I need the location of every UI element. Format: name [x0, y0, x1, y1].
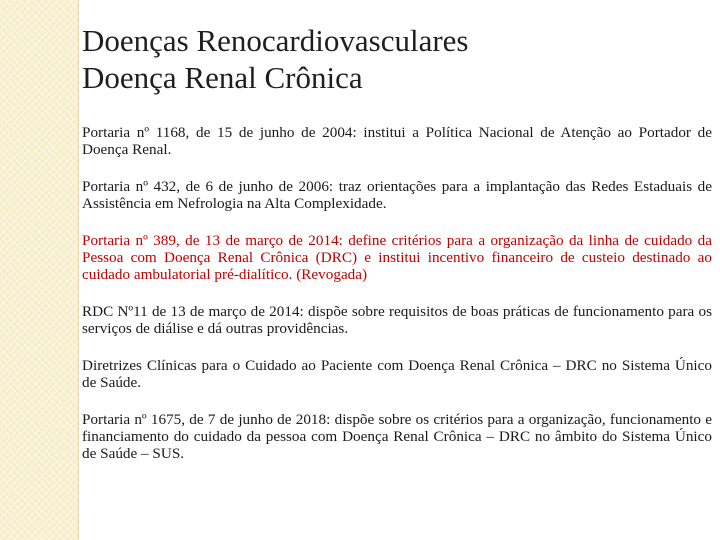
legislation-list	[82, 124, 712, 482]
list-item	[82, 124, 712, 158]
title-line-1: Doenças Renocardiovasculares	[82, 23, 469, 58]
item-lead: Portaria nº 1168, de 15 de junho de 2004:	[82, 124, 357, 141]
side-divider	[78, 0, 79, 540]
list-item	[82, 178, 712, 212]
list-item	[82, 303, 712, 337]
list-item	[82, 357, 712, 391]
item-lead: Portaria nº 389, de 13 de março de 2014:	[82, 232, 343, 249]
item-lead: Portaria nº 432, de 6 de junho de 2006:	[82, 178, 334, 195]
item-lead: RDC Nº11 de 13 de março de 2014:	[82, 303, 304, 320]
item-text: : dispõe sobre os critérios para a organização, funcionamento e financiamento do cuidado da pessoa com Doença Renal Crônica – DRC no âmbito do Sistema Único de Saúde – SUS.	[82, 411, 712, 462]
list-item	[82, 411, 712, 462]
item-text: dispõe sobre requisitos de boas práticas de funcionamento para os serviços de diálise e dá outras providências.	[82, 303, 713, 337]
item-text: define critérios para a organização da linha de cuidado da Pessoa com Doença Renal Crônica (DRC) e institui incentivo financeiro de custeio destinado ao cuidado ambulatorial pré-dialítico. (Revogada)	[82, 232, 712, 283]
title-line-2: Doença Renal Crônica	[82, 60, 363, 95]
item-lead: Portaria nº 1675, de 7 de junho de 2018	[82, 411, 327, 428]
list-item-revoked	[82, 232, 712, 283]
item-text: institui a Política Nacional de Atenção ao Portador de Doença Renal.	[82, 124, 712, 158]
item-text: traz orientações para a implantação das Redes Estaduais de Assistência em Nefrologia na Alta Complexidade.	[82, 178, 713, 212]
decorative-side-band	[0, 0, 78, 540]
slide-title	[82, 22, 702, 96]
item-text: Diretrizes Clínicas para o Cuidado ao Paciente com Doença Renal Crônica – DRC no Sistema Único de Saúde.	[82, 357, 712, 391]
